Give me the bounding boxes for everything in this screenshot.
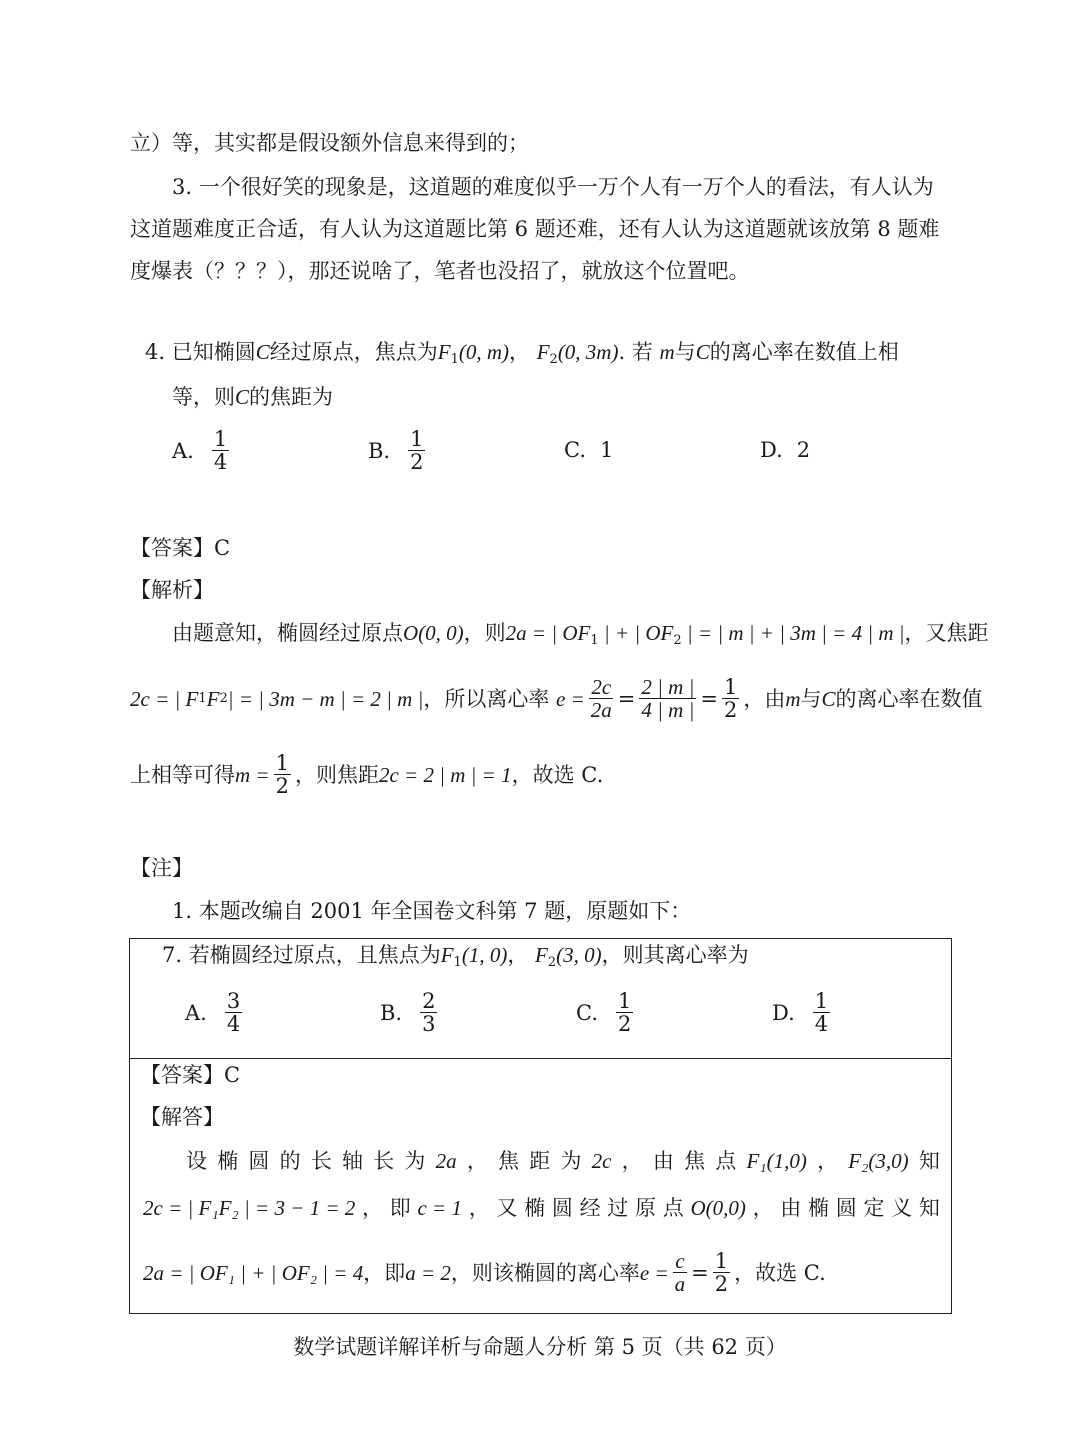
- denominator: 2: [275, 774, 289, 798]
- var-C: C: [821, 686, 836, 711]
- question-text: 的离心率在数值上相: [709, 340, 899, 364]
- fraction: [673, 1250, 688, 1295]
- choice-value: 1: [600, 438, 614, 462]
- analysis-line-2: [130, 676, 983, 721]
- choice-a: [172, 428, 233, 473]
- solution-line-1: [186, 1146, 940, 1176]
- solution-token: 圆: [835, 1196, 857, 1220]
- solution-token: 点: [715, 1149, 737, 1173]
- solution-token: 即: [389, 1196, 411, 1220]
- equals: =: [691, 1260, 709, 1285]
- math: | + | OF: [598, 621, 674, 645]
- denominator: 2a: [590, 698, 612, 722]
- solution-token: 焦: [498, 1149, 520, 1173]
- math: O(0, 0): [403, 621, 464, 645]
- question-text: 与: [674, 340, 696, 364]
- solution-math: F₁(1,0): [746, 1149, 807, 1173]
- var-F: F: [440, 943, 454, 967]
- solution-token: 点: [662, 1196, 684, 1220]
- solution-token: 定: [863, 1196, 885, 1220]
- math: 2a = | OF: [505, 621, 591, 645]
- solution-token: ，则该椭圆的离心率: [450, 1260, 640, 1285]
- solution-token: 又: [496, 1196, 518, 1220]
- subscript: 2: [549, 352, 558, 367]
- original-solution-label: 【解答】: [140, 1105, 224, 1129]
- var-C: C: [695, 340, 710, 364]
- subscript: 1: [198, 690, 207, 706]
- numerator: 1: [723, 675, 738, 699]
- numerator: c: [675, 1249, 685, 1273]
- denominator: 4 | m |: [641, 698, 695, 722]
- equals: =: [700, 686, 718, 711]
- solution-token: ，: [752, 1196, 774, 1220]
- choice-label: C.: [576, 1000, 598, 1025]
- solution-math: 2a: [435, 1149, 457, 1173]
- solution-token: 轴: [342, 1149, 364, 1173]
- denominator: 4: [213, 450, 228, 474]
- analysis-text: ，由: [743, 686, 786, 711]
- solution-math: F₂(3,0): [848, 1149, 909, 1173]
- math: | = | 3m − m | = 2 | m |: [227, 686, 424, 711]
- question-number: 4.: [145, 340, 166, 364]
- original-answer-line: [140, 1060, 240, 1090]
- solution-token: ，: [466, 1149, 488, 1173]
- numerator: 1: [814, 989, 829, 1013]
- numerator: 2 | m |: [641, 675, 695, 699]
- answer-value: C: [214, 536, 231, 560]
- choice-label: A.: [172, 438, 194, 463]
- punct: ，: [507, 943, 529, 967]
- analysis-text: ，则: [463, 621, 506, 645]
- solution-math: 2c = | F₁F₂ | = 3 − 1 = 2: [143, 1196, 356, 1220]
- solution-math: e =: [639, 1260, 669, 1285]
- math: m =: [235, 762, 270, 787]
- choice-fraction: [408, 428, 425, 473]
- focus-1-coords: (1, 0): [461, 943, 508, 967]
- solution-token: 原: [635, 1196, 656, 1220]
- fraction: [589, 676, 614, 721]
- analysis-label: 【解析】: [130, 578, 214, 602]
- math: 2c = 2 | m | = 1: [378, 762, 512, 787]
- fraction: [639, 676, 696, 721]
- choice-label: C.: [564, 438, 586, 462]
- denominator: 3: [422, 1012, 436, 1036]
- choice-b: [368, 428, 429, 473]
- analysis-text: ，故选 C.: [511, 762, 604, 787]
- focus-1-coords: (0, m): [458, 340, 510, 364]
- solution-token: 知: [918, 1196, 940, 1220]
- intro-point-3-line-1: 3. 一个很好笑的现象是，这道题的难度似乎一万个人有一万个人的看法，有人认为: [172, 175, 934, 199]
- solution-token: 由: [780, 1196, 802, 1220]
- solution-line-3: [143, 1250, 826, 1295]
- fraction: [713, 1250, 730, 1295]
- question-text: . 若: [618, 340, 653, 364]
- choice-fraction: [616, 990, 633, 1035]
- fraction: [722, 676, 739, 721]
- equals: =: [617, 686, 636, 711]
- solution-token: ，: [468, 1196, 490, 1220]
- punct: ，: [509, 340, 531, 364]
- original-text: ，则其离心率为: [601, 943, 749, 967]
- denominator: 4: [226, 1012, 241, 1036]
- analysis-line-1: [172, 618, 989, 656]
- numerator: 2c: [591, 675, 612, 699]
- solution-token: 为: [404, 1149, 426, 1173]
- math: 2c = | F: [130, 686, 199, 711]
- choice-fraction: [225, 990, 242, 1035]
- solution-token: 椭: [524, 1196, 546, 1220]
- subscript: 2: [547, 955, 557, 970]
- note-label: 【注】: [130, 856, 193, 880]
- solution-token: 距: [529, 1149, 551, 1173]
- solution-token: 椭: [808, 1196, 829, 1220]
- solution-token: 知: [918, 1149, 940, 1173]
- solution-token: 椭: [217, 1149, 239, 1173]
- answer-value: C: [224, 1063, 241, 1087]
- solution-token: 长: [373, 1149, 395, 1173]
- choice-c: [564, 438, 613, 462]
- fraction: [274, 752, 291, 797]
- original-choice-a: [185, 990, 246, 1035]
- choice-label: A.: [185, 1000, 207, 1025]
- denominator: 2: [410, 450, 424, 474]
- solution-token: 圆: [551, 1196, 573, 1220]
- question-line-1: [145, 337, 899, 375]
- solution-token: 由: [652, 1149, 674, 1173]
- numerator: 1: [618, 989, 632, 1013]
- math: F: [206, 686, 220, 711]
- solution-token: ，: [362, 1196, 384, 1220]
- denominator: 4: [814, 1012, 829, 1036]
- original-choice-c: [576, 990, 637, 1035]
- solution-token: 设: [186, 1149, 207, 1173]
- question-text: 已知椭圆: [171, 340, 256, 364]
- numerator: 1: [275, 751, 289, 775]
- choice-label: B.: [380, 1000, 403, 1025]
- subscript: 2: [219, 690, 228, 706]
- solution-token: 过: [607, 1196, 629, 1220]
- solution-token: 义: [891, 1196, 913, 1220]
- solution-token: 圆: [248, 1149, 270, 1173]
- numerator: 3: [226, 989, 241, 1013]
- solution-token: 的: [279, 1149, 301, 1173]
- var-F: F: [535, 943, 548, 967]
- solution-token: 焦: [684, 1149, 706, 1173]
- intro-line: 立）等，其实都是假设额外信息来得到的；: [130, 131, 529, 155]
- choice-fraction: [212, 428, 229, 473]
- choice-fraction: [813, 990, 830, 1035]
- var-F: F: [437, 340, 451, 364]
- solution-token: ，故选 C.: [734, 1260, 826, 1285]
- original-choice-d: [772, 990, 834, 1035]
- original-choice-b: [380, 990, 441, 1035]
- solution-math: a = 2: [405, 1260, 451, 1285]
- var-F: F: [536, 340, 550, 364]
- numerator: 1: [714, 1249, 729, 1273]
- analysis-line-3: [130, 752, 603, 797]
- var-C: C: [235, 385, 250, 409]
- solution-token: ，: [621, 1149, 643, 1173]
- solution-token: 为: [560, 1149, 582, 1173]
- answer-label: 【答案】: [140, 1063, 224, 1087]
- page-footer: 数学试题详解详析与命题人分析 第 5 页（共 62 页）: [293, 1335, 787, 1359]
- question-text: 经过原点，焦点为: [269, 340, 438, 364]
- math: e =: [556, 686, 585, 711]
- solution-token: 长: [310, 1149, 332, 1173]
- choice-label: D.: [772, 1000, 795, 1025]
- solution-token: 经: [579, 1196, 601, 1220]
- choice-label: B.: [368, 438, 391, 463]
- solution-token: ，: [817, 1149, 839, 1173]
- question-text: 等，则: [172, 385, 235, 409]
- question-text: 的焦距为: [249, 385, 334, 409]
- choice-label: D.: [760, 438, 783, 462]
- note-item-1: 1. 本题改编自 2001 年全国卷文科第 7 题，原题如下：: [172, 899, 692, 923]
- numerator: 1: [410, 427, 424, 451]
- question-line-2: [172, 382, 333, 412]
- denominator: 2: [618, 1012, 632, 1036]
- denominator: a: [674, 1272, 686, 1296]
- choice-fraction: [420, 990, 437, 1035]
- subscript: 1: [450, 352, 459, 367]
- analysis-text: 的离心率在数值: [835, 686, 983, 711]
- intro-point-3-line-2: 这道题难度正合适，有人认为这道题比第 6 题还难，还有人认为这道题就该放第 8 题难: [130, 217, 940, 241]
- analysis-text: 与: [800, 686, 822, 711]
- focus-2-coords: (3, 0): [556, 943, 602, 967]
- analysis-text: ，所以离心率: [423, 686, 550, 711]
- solution-math: 2c: [591, 1149, 612, 1173]
- analysis-text: 由题意知，椭圆经过原点: [172, 621, 403, 645]
- answer-label: 【答案】: [130, 536, 214, 560]
- choice-d: [760, 438, 810, 462]
- analysis-text: ，则焦距: [294, 762, 379, 787]
- denominator: 2: [714, 1272, 729, 1296]
- subscript: 1: [590, 633, 599, 648]
- answer-line: [130, 533, 230, 563]
- var-C: C: [255, 340, 270, 364]
- solution-math: c = 1: [417, 1196, 462, 1220]
- choice-value: 2: [796, 438, 811, 462]
- analysis-text: ，又焦距: [904, 621, 989, 645]
- intro-point-3-line-3: 度爆表（？？？），那还说啥了，笔者也没招了，就放这个位置吧。: [130, 259, 750, 283]
- math: | = | m | + | 3m | = 4 | m |: [681, 621, 905, 645]
- denominator: 2: [723, 698, 738, 722]
- solution-math: O(0,0): [690, 1196, 746, 1220]
- solution-math: 2a = | OF₁ | + | OF₂ | = 4: [143, 1260, 364, 1285]
- solution-line-2: [143, 1193, 940, 1223]
- numerator: 2: [422, 989, 436, 1013]
- original-question: [162, 940, 749, 978]
- focus-2-coords: (0, 3m): [557, 340, 619, 364]
- var-m: m: [785, 686, 801, 711]
- var-m: m: [659, 340, 675, 364]
- subscript: 2: [673, 633, 682, 648]
- numerator: 1: [213, 427, 228, 451]
- subscript: 1: [453, 955, 462, 970]
- box-divider: [129, 1058, 952, 1059]
- analysis-text: 上相等可得: [130, 762, 235, 787]
- solution-token: ，即: [363, 1260, 406, 1285]
- original-text: 7. 若椭圆经过原点，且焦点为: [162, 943, 441, 967]
